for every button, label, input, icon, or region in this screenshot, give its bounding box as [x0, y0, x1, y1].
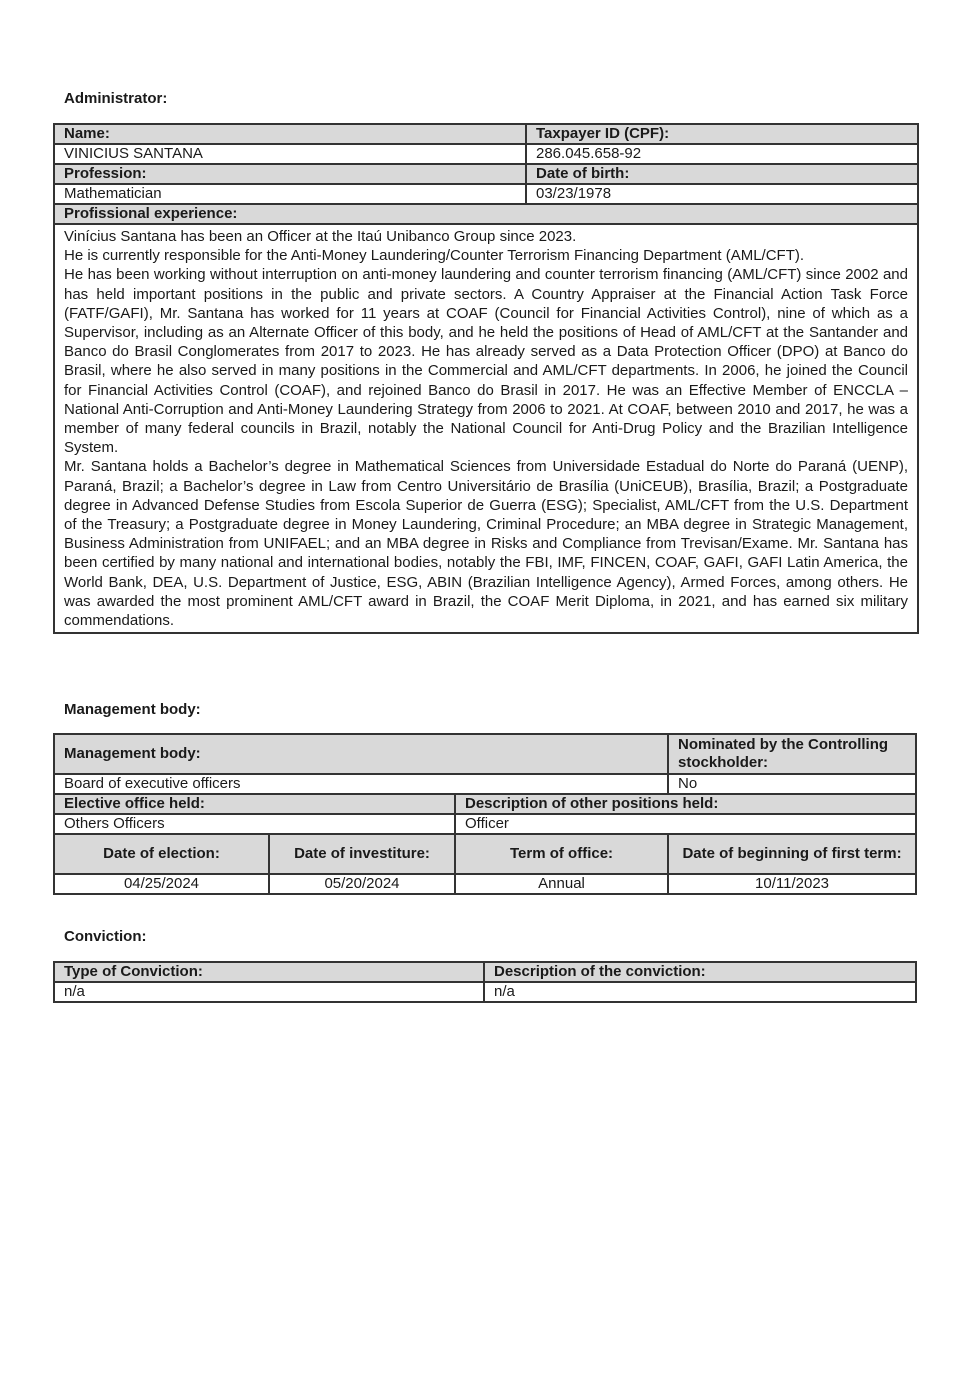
- profession-label: Profession:: [54, 164, 526, 184]
- conviction-section-title: Conviction:: [64, 928, 147, 945]
- experience-text: [54, 224, 918, 633]
- management-body-label: Management body:: [54, 734, 668, 774]
- investiture-date-label: Date of investiture:: [269, 834, 455, 874]
- management-body-value: Board of executive officers: [54, 774, 668, 794]
- other-positions-label: Description of other positions held:: [455, 794, 916, 814]
- dob-value: 03/23/1978: [526, 184, 918, 204]
- management-table: [53, 733, 917, 895]
- management-section-title: Management body:: [64, 701, 201, 718]
- conviction-description-value: n/a: [484, 982, 916, 1002]
- nominated-label: Nominated by the Controlling stockholder:: [668, 734, 916, 774]
- first-term-date-value: 10/11/2023: [668, 874, 916, 894]
- administrator-table: [53, 123, 919, 634]
- experience-paragraph: Mr. Santana holds a Bachelor’s degree in Mathematical Sciences from Universidade Estadual do Norte do Paraná (UENP), Paraná, Brazil; a Bachelor’s degree in Law from Centro Universitário de Brasília (UniCEUB), Brasília, Brazil; a Postgraduate degree in Advanced Defense Studies from Escola Superior de Guerra (ESG); Specialist, AML/CFT from the U.S. Department of the Treasury; a Postgraduate degree in Money Laundering, Criminal Procedure; an MBA degree in Strategic Management, Business Administration from UNIFAEL; and an MBA degree in Risks and Compliance from Trevisan/Exame. Mr. Santana has been certified by many national and international bodies, notably the FBI, IMF, FINCEN, COAF, GAFI, GAFI Latin America, the World Bank, DEA, U.S. Department of Justice, ESG, ABIN (Brazilian Intelligence Agency), Armed Forces, among others. He was awarded the most prominent AML/CFT award in Brazil, the COAF Merit Diploma, in 2021, and has earned six military commendations.: [64, 458, 908, 630]
- experience-paragraph: He has been working without interruption on anti-money laundering and counter terrorism financing (AML/CFT) since 2002 and has held important positions in the public and private sectors. A Country Appraiser at the Financial Action Task Force (FATF/GAFI), Mr. Santana has worked for 11 years at COAF (Council for Financial Activities Control), nine of which as a Supervisor, including as an Alternate Officer of this body, and he held the positions of Head of AML/CFT at the Santander and Banco do Brasil Conglomerates from 2017 to 2023. He has already served as a Data Protection Officer (DPO) at Banco do Brasil, where he also served in many positions in the Commercial and AML/CFT departments. In 2006, he joined the Council for Financial Activities Control (COAF), and rejoined Banco do Brasil in 2017. He was an Effective Member of ENCCLA – National Anti-Corruption and Anti-Money Laundering Strategy from 2006 to 2021. At COAF, between 2010 and 2017, he was a member of many federal councils in Brazil, notably the National Council for Anti-Drug Policy and the Brazilian Intelligence System.: [64, 266, 908, 457]
- name-label: Name:: [54, 124, 526, 144]
- term-of-office-value: Annual: [455, 874, 668, 894]
- name-value: VINICIUS SANTANA: [54, 144, 526, 164]
- profession-value: Mathematician: [54, 184, 526, 204]
- conviction-description-label: Description of the conviction:: [484, 962, 916, 982]
- investiture-date-value: 05/20/2024: [269, 874, 455, 894]
- conviction-table: [53, 961, 917, 1003]
- administrator-section-title: Administrator:: [64, 90, 168, 107]
- experience-paragraph: He is currently responsible for the Anti-Money Laundering/Counter Terrorism Financing Department (AML/CFT).: [64, 247, 805, 265]
- election-date-label: Date of election:: [54, 834, 269, 874]
- conviction-type-value: n/a: [54, 982, 484, 1002]
- elective-office-value: Others Officers: [54, 814, 455, 834]
- first-term-date-label: Date of beginning of first term:: [668, 834, 916, 874]
- election-date-value: 04/25/2024: [54, 874, 269, 894]
- term-of-office-label: Term of office:: [455, 834, 668, 874]
- experience-label: Profissional experience:: [54, 204, 918, 224]
- elective-office-label: Elective office held:: [54, 794, 455, 814]
- dob-label: Date of birth:: [526, 164, 918, 184]
- cpf-label: Taxpayer ID (CPF):: [526, 124, 918, 144]
- cpf-value: 286.045.658-92: [526, 144, 918, 164]
- nominated-value: No: [668, 774, 916, 794]
- experience-paragraph: Vinícius Santana has been an Officer at the Itaú Unibanco Group since 2023.: [64, 228, 577, 245]
- conviction-type-label: Type of Conviction:: [54, 962, 484, 982]
- other-positions-value: Officer: [455, 814, 916, 834]
